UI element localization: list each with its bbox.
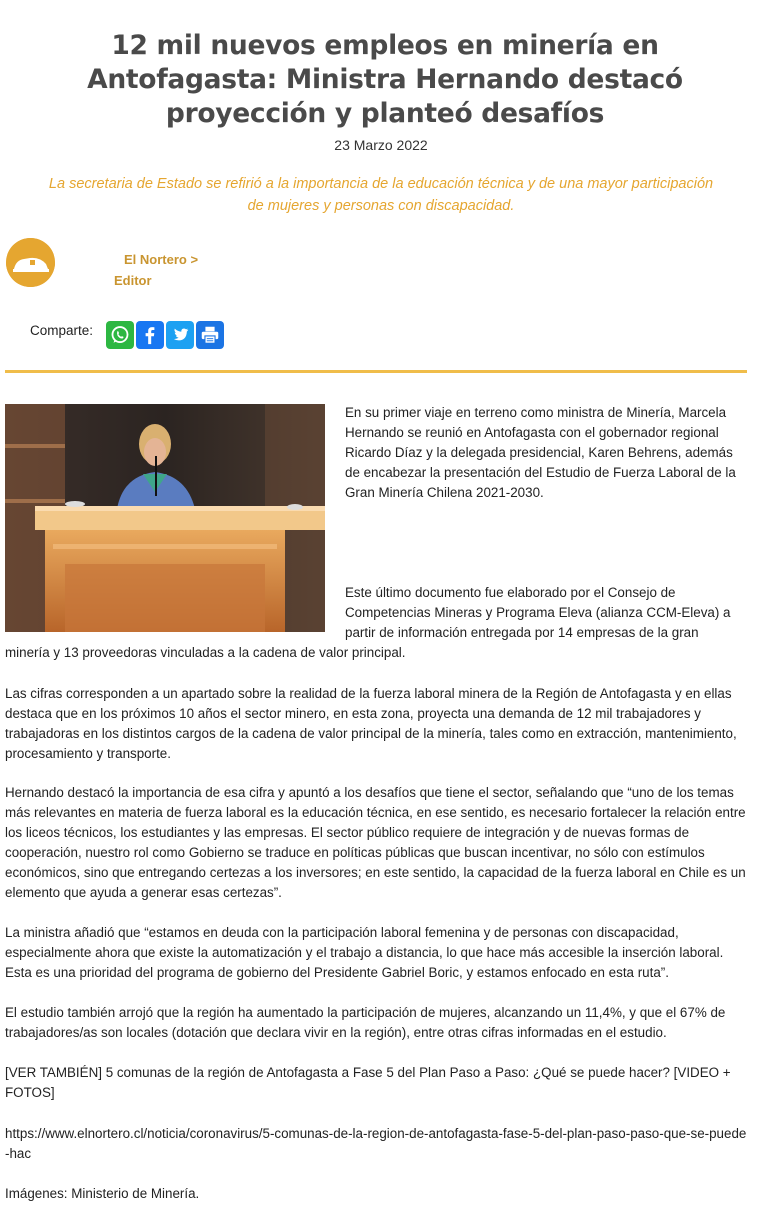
author-name-link[interactable]: El Nortero > (124, 252, 199, 267)
print-icon[interactable] (196, 321, 224, 349)
whatsapp-icon[interactable] (106, 321, 134, 349)
article-photo (5, 404, 325, 632)
article-url-link[interactable]: https://www.elnortero.cl/noticia/coronavirus/5-comunas-de-la-region-de-antofagasta-fase-5-del-plan-paso-paso-que-se-puede-hac (5, 1126, 747, 1161)
avatar-logo-icon (6, 238, 55, 287)
author-avatar[interactable] (6, 238, 55, 287)
body-paragraph-4: Hernando destacó la importancia de esa cifra y apuntó a los desafíos que tiene el sector, señalando que “uno de los temas más relevantes en materia de fuerza laboral es la educación técnica, en ese sentido, es necesario fortalecer la relación entre los liceos técnicos, los estudiantes y las empresas. El sector público requiere de integración y de nuevas formas de cooperación, nuestro rol como Gobierno se traduce en políticas públicas que buscan incentivar, no sólo con estímulos económicos, sino que entregando certezas a los inversores; en este sentido, la capacidad de la fuerza laboral en Chile es un elemento que ayuda a generar esas certezas”. (5, 785, 746, 900)
body-paragraph-2: Este último documento fue elaborado por el Consejo de Competencias Mineras y Programa Eleva (alianza CCM-Eleva) a partir de información entregada por 14 empresas de la gran (345, 585, 731, 640)
body-paragraph-3: Las cifras corresponden a un apartado sobre la realidad de la fuerza laboral minera de la Región de Antofagasta y en ellas destaca que en los próximos 10 años el sector minero, en esta zona, proyecta una demanda de 12 mil trabajadores y trabajadoras en los distintos cargos de la cadena de valor principal de la minería, tales como en extracción, mantenimiento, procesamiento y transporte. (5, 686, 737, 761)
article-lead: La secretaria de Estado se refirió a la importancia de la educación técnica y de una mayor participación de mujeres y personas con discapacidad. (48, 176, 714, 214)
header-divider (5, 370, 747, 373)
facebook-icon[interactable] (136, 321, 164, 349)
article-title: 12 mil nuevos empleos en minería en Antofagasta: Ministra Hernando destacó proyección y planteó desafíos (87, 29, 683, 129)
body-paragraph-2-continued: minería y 13 proveedoras vinculadas a la cadena de valor principal. (5, 645, 406, 660)
minister-at-podium-image (5, 404, 325, 632)
share-label: Comparte: (30, 323, 94, 338)
image-credit: Imágenes: Ministerio de Minería. (5, 1186, 200, 1201)
share-bar (106, 321, 224, 349)
see-also-link[interactable]: [VER TAMBIÉN] 5 comunas de la región de Antofagasta a Fase 5 del Plan Paso a Paso: ¿Qué se puede hacer? [VIDEO + FOTOS] (5, 1065, 731, 1100)
twitter-icon[interactable] (166, 321, 194, 349)
body-paragraph-1: En su primer viaje en terreno como ministra de Minería, Marcela Hernando se reunió en Antofagasta con el gobernador regional Ricardo Díaz y la delegada presidencial, Karen Behrens, además de encabezar la presentación del Estudio de Fuerza Laboral de la Gran Minería Chilena 2021-2030. (345, 405, 736, 500)
article-date: 23 Marzo 2022 (334, 137, 428, 153)
author-role: Editor (114, 273, 152, 288)
body-paragraph-5: La ministra añadió que “estamos en deuda con la participación laboral femenina y de personas con discapacidad, especialmente ahora que existe la automatización y el trabajo a distancia, lo que hace más accesible la inserción laboral. Esta es una prioridad del programa de gobierno del Presidente Gabriel Boric, y estamos enfocado en esta ruta”. (5, 925, 724, 980)
body-paragraph-6: El estudio también arrojó que la región ha aumentado la participación de mujeres, alcanzando un 11,4%, y que el 67% de trabajadores/as son locales (dotación que declara vivir en la región), entre otras cifras informadas en el estudio. (5, 1005, 726, 1040)
